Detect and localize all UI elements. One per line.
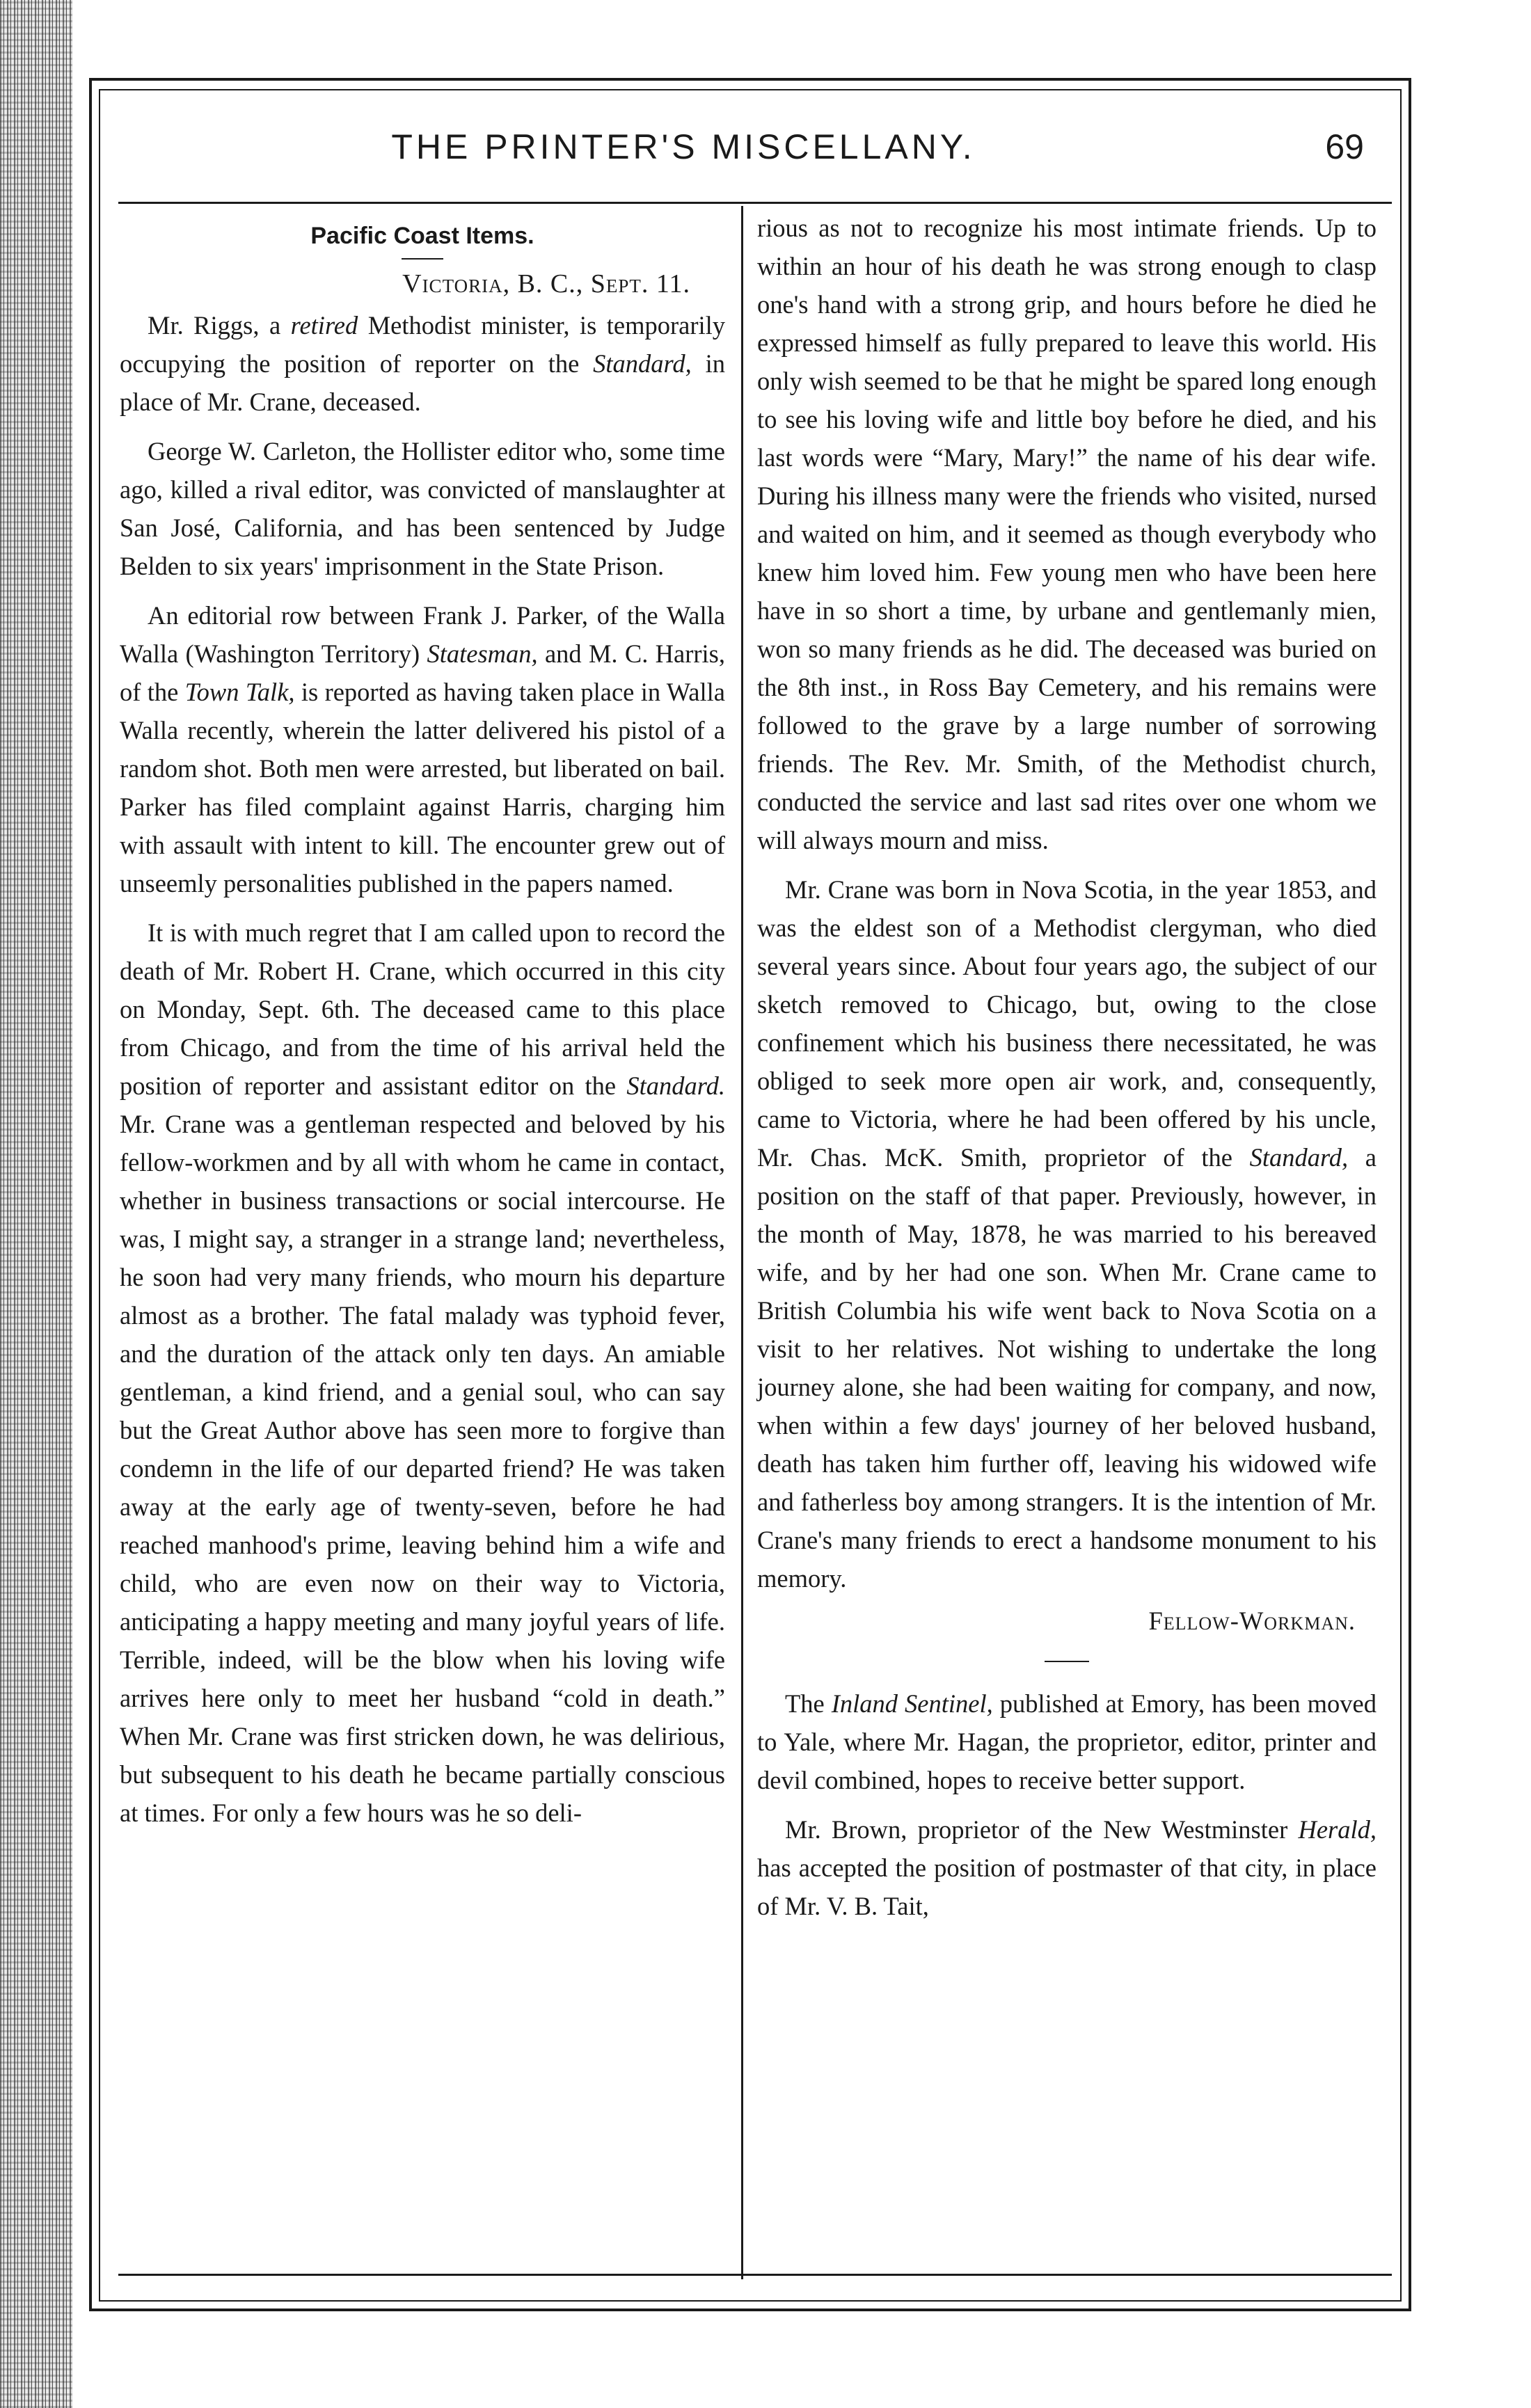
paragraph-crane-biography: Mr. Crane was born in Nova Scotia, in the year 1853, and was the eldest son of a Methodist clergyman, who died several years since. About four years ago, the subject of our sketch removed to Chicago, but, owing to the close confinement which his business there necessitated, he was obliged to seek more open air work, and, consequently, came to Victoria, where he had been offered by his uncle, Mr. Chas. McK. Smith, proprietor of the Standard, a position on the staff of that paper. Previously, however, in the month of May, 1878, he was married to his bereaved wife, and by her had one son. When Mr. Crane came to British Columbia his wife went back to Nova Scotia on a visit to her relatives. Not wishing to undertake the long journey alone, she had been waiting for company, and now, when within a few days' journey of her beloved husband, death has taken him further off, leaving his widowed wife and fatherless boy among strangers. It is the intention of Mr. Crane's many friends to erect a handsome monument to his memory. xyxy=(757,875,1377,1593)
section-break-rule xyxy=(1045,1661,1089,1662)
heading-rule xyxy=(402,258,443,260)
paragraph-herald: Mr. Brown, proprietor of the New Westminster Herald, has accepted the position of postmaster of that city, in place of Mr. V. B. Tait, xyxy=(757,1815,1377,1920)
paragraph-inland-sentinel: The Inland Sentinel, published at Emory, has been moved to Yale, where Mr. Hagan, the proprietor, editor, printer and devil combined, hopes to receive better support. xyxy=(757,1689,1377,1794)
header-rule xyxy=(118,202,1392,204)
footer-rule xyxy=(118,2274,1392,2276)
paragraph-crane-death: It is with much regret that I am called upon to record the death of Mr. Robert H. Crane, which occurred in this city on Monday, Sept. 6th. The deceased came to this place from Chicago, and from the time of his arrival held the position of reporter and assistant editor on the Standard. Mr. Crane was a gentleman respected and beloved by his fellow-workmen and by all with whom he came in contact, whether in business transactions or social intercourse. He was, I might say, a stranger in a strange land; nevertheless, he soon had very many friends, who mourn his departure almost as a brother. The fatal malady was typhoid fever, and the duration of the attack only ten days. An amiable gentleman, a kind friend, and a genial soul, who can say but the Great Author above has seen more to forgive than condemn in the life of our departed friend? He was taken away at the early age of twenty-seven, before he had reached manhood's prime, leaving behind him a wife and child, who are even now on their way to Victoria, anticipating a happy meeting and many joyful years of life. Terrible, indeed, will be the blow when his loving wife arrives here only to meet her husband “cold in death.” When Mr. Crane was first stricken down, he was delirious, but subsequent to his death he became partially conscious at times. For only a few hours was he so deli- xyxy=(120,918,725,1827)
signature: Fellow-Workman. xyxy=(1148,1606,1356,1635)
paragraph-riggs: Mr. Riggs, a retired Methodist minister, is temporarily occupying the position of reporter on the Standard, in place of Mr. Crane, deceased. xyxy=(120,311,725,416)
left-column xyxy=(120,209,725,1843)
paragraph-carleton: George W. Carleton, the Hollister editor who, some time ago, killed a rival editor, was convicted of manslaughter at San José, California, and has been sentenced by Judge Belden to six years' imprisonment in the State Prison. xyxy=(120,437,725,580)
section-heading: Pacific Coast Items. xyxy=(310,223,534,249)
running-head-title: THE PRINTER'S MISCELLANY. xyxy=(391,127,976,166)
signature-line xyxy=(757,1602,1377,1640)
scanned-page-edge xyxy=(0,0,72,2408)
column-divider xyxy=(741,206,743,2279)
dateline: Victoria, B. C., Sept. 11. xyxy=(402,269,690,298)
page-number: 69 xyxy=(1325,127,1364,166)
paragraph-editorial-row: An editorial row between Frank J. Parker, of the Walla Walla (Washington Territory) Statesman, and M. C. Harris, of the Town Talk, is reported as having taken place in Walla Walla recently, wherein the latter delivered his pistol of a random shot. Both men were arrested, but liberated on bail. Parker has filed complaint against Harris, charging him with assault with intent to kill. The encounter grew out of unseemly personalities published in the papers named. xyxy=(120,601,725,898)
paragraph-crane-continued: rious as not to recognize his most intimate friends. Up to within an hour of his death he was strong enough to clasp one's hand with a strong grip, and hours before he died he expressed himself as fully prepared to leave this world. His only wish seemed to be that he might be spared long enough to see his loving wife and little boy before he died, and his last words were “Mary, Mary!” the name of his dear wife. During his illness many were the friends who visited, nursed and waited on him, and it seemed as though everybody who knew him loved him. Few young men who have been here have in so short a time, by urbane and gentlemanly mien, won so many friends as he did. The deceased was buried on the 8th inst., in Ross Bay Cemetery, and his remains were followed to the grave by a large number of sorrowing friends. The Rev. Mr. Smith, of the Methodist church, conducted the service and last sad rites over one whom we will always mourn and miss. xyxy=(757,214,1377,854)
right-column xyxy=(757,209,1377,1936)
